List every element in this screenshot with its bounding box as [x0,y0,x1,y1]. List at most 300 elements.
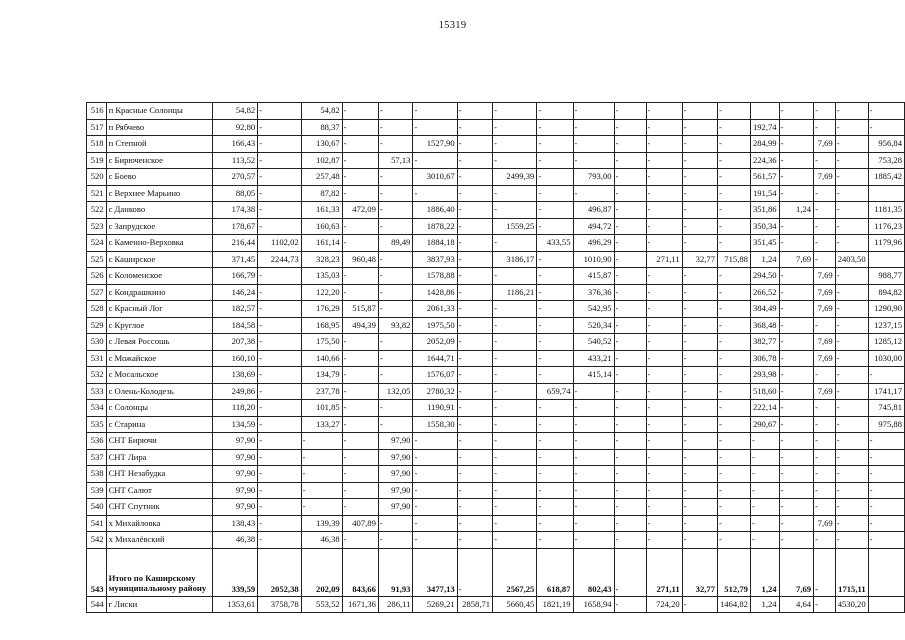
value-cell: - [718,301,751,318]
value-cell: - [835,169,868,186]
value-cell: - [342,400,378,417]
value-cell: 3010,67 [413,169,457,186]
value-cell: - [614,482,646,499]
value-cell: - [537,367,573,384]
value-cell: - [814,218,836,235]
value-cell: - [537,251,573,268]
value-cell: - [614,119,646,136]
value-cell: 1030,00 [868,350,904,367]
value-cell: 339,59 [213,548,258,596]
value-cell: 1,24 [779,202,814,219]
value-cell: - [814,548,836,596]
settlement-name: г Лиски [106,596,213,613]
value-cell [868,596,904,613]
value-cell: - [258,532,301,549]
value-cell: - [573,400,614,417]
settlement-name: х Михайловка [106,515,213,532]
settlement-name: СНТ Бирючи [106,433,213,450]
value-cell: 134,59 [213,416,258,433]
table-row [87,119,905,136]
settlement-name: п Рябчево [106,119,213,136]
value-cell: - [457,202,492,219]
value-cell: 1,24 [750,548,779,596]
value-cell: 32,77 [682,251,717,268]
value-cell: 130,67 [301,136,342,153]
value-cell: 146,24 [213,284,258,301]
value-cell: - [646,449,682,466]
value-cell: - [342,284,378,301]
value-cell: 202,09 [301,548,342,596]
value-cell: - [682,367,717,384]
value-cell: - [646,433,682,450]
value-cell: - [493,334,537,351]
value-cell: - [537,268,573,285]
value-cell: - [718,136,751,153]
row-number: 523 [87,218,107,235]
value-cell: - [614,400,646,417]
value-cell: - [814,317,836,334]
value-cell: - [750,449,779,466]
value-cell: - [258,400,301,417]
value-cell: - [258,152,301,169]
value-cell: - [814,416,836,433]
table-row [87,383,905,400]
value-cell: - [342,268,378,285]
value-cell: - [646,499,682,516]
value-cell: - [814,119,836,136]
table-row [87,284,905,301]
value-cell: - [457,119,492,136]
value-cell: - [682,383,717,400]
value-cell: - [457,301,492,318]
value-cell: - [258,284,301,301]
row-number: 539 [87,482,107,499]
value-cell: 160,63 [301,218,342,235]
value-cell: - [814,202,836,219]
value-cell: - [342,350,378,367]
value-cell: - [258,449,301,466]
value-cell: 328,23 [301,251,342,268]
value-cell: - [814,251,836,268]
value-cell: - [258,268,301,285]
value-cell: - [258,103,301,120]
value-cell: - [301,466,342,483]
value-cell: 266,52 [750,284,779,301]
value-cell: 988,77 [868,268,904,285]
value-cell: 7,69 [814,136,836,153]
value-cell: 2499,39 [493,169,537,186]
settlement-name: СНТ Незабудка [106,466,213,483]
table-row [87,268,905,285]
value-cell: 3186,17 [493,251,537,268]
value-cell: - [835,449,868,466]
value-cell: - [614,301,646,318]
value-cell: 191,54 [750,185,779,202]
value-cell: 1578,88 [413,268,457,285]
value-cell: 113,52 [213,152,258,169]
value-cell: - [537,152,573,169]
value-cell: 97,90 [213,449,258,466]
value-cell: 1885,42 [868,169,904,186]
value-cell: - [457,284,492,301]
value-cell: 1290,90 [868,301,904,318]
value-cell: - [835,185,868,202]
value-cell: - [646,103,682,120]
value-cell: - [835,515,868,532]
settlement-name: с Бирюченское [106,152,213,169]
value-cell: - [342,334,378,351]
value-cell: 496,29 [573,235,614,252]
value-cell: - [342,466,378,483]
value-cell: 176,29 [301,301,342,318]
value-cell: - [614,202,646,219]
value-cell: 956,84 [868,136,904,153]
value-cell: - [457,251,492,268]
settlement-name: с Красный Лог [106,301,213,318]
settlement-name: с Левая Россошь [106,334,213,351]
value-cell: 518,60 [750,383,779,400]
value-cell: - [614,449,646,466]
settlement-name: п Красные Солонцы [106,103,213,120]
value-cell: - [718,466,751,483]
row-number: 534 [87,400,107,417]
value-cell: - [537,433,573,450]
value-cell: - [378,334,413,351]
table-row [87,317,905,334]
value-cell: - [457,103,492,120]
value-cell: 184,58 [213,317,258,334]
value-cell: - [614,334,646,351]
value-cell: 174,38 [213,202,258,219]
value-cell: 384,49 [750,301,779,318]
value-cell: - [342,499,378,516]
table-row [87,515,905,532]
value-cell: - [537,449,573,466]
value-cell: - [457,169,492,186]
value-cell: - [718,185,751,202]
value-cell: - [614,284,646,301]
value-cell: 293,98 [750,367,779,384]
value-cell: 161,33 [301,202,342,219]
value-cell: - [835,152,868,169]
value-cell: 1,24 [750,596,779,613]
value-cell: - [457,466,492,483]
row-number: 541 [87,515,107,532]
value-cell [868,251,904,268]
value-cell: - [342,433,378,450]
value-cell: - [779,152,814,169]
value-cell: 87,82 [301,185,342,202]
value-cell: 472,09 [342,202,378,219]
value-cell: - [614,218,646,235]
value-cell: - [682,268,717,285]
value-cell: 97,90 [378,449,413,466]
value-cell: 745,81 [868,400,904,417]
settlement-name: с Боево [106,169,213,186]
value-cell: - [835,482,868,499]
value-cell: - [682,433,717,450]
value-cell: - [750,433,779,450]
value-cell: 1715,11 [835,548,868,596]
value-cell: - [413,433,457,450]
value-cell: - [573,103,614,120]
value-cell: 161,14 [301,235,342,252]
value-cell: - [682,169,717,186]
value-cell: - [779,185,814,202]
value-cell: 561,57 [750,169,779,186]
value-cell: 1186,21 [493,284,537,301]
value-cell: - [342,416,378,433]
value-cell: 4530,20 [835,596,868,613]
value-cell: 1527,90 [413,136,457,153]
row-number: 529 [87,317,107,334]
value-cell: - [342,136,378,153]
value-cell: 433,55 [537,235,573,252]
value-cell: - [493,202,537,219]
value-cell: - [814,482,836,499]
value-cell: 249,86 [213,383,258,400]
value-cell: - [378,268,413,285]
row-number: 516 [87,103,107,120]
value-cell: - [868,103,904,120]
settlement-name: с Кондрашкино [106,284,213,301]
value-cell: - [682,301,717,318]
value-cell: 1671,36 [342,596,378,613]
table-row [87,218,905,235]
value-cell: - [718,284,751,301]
value-cell: 407,89 [342,515,378,532]
value-cell: - [614,532,646,549]
value-cell: 512,79 [718,548,751,596]
value-cell: - [718,202,751,219]
value-cell: 520,34 [573,317,614,334]
value-cell: 2780,32 [413,383,457,400]
value-cell: - [835,466,868,483]
value-cell: - [457,548,492,596]
value-cell: 2244,73 [258,251,301,268]
value-cell: 168,95 [301,317,342,334]
row-number: 535 [87,416,107,433]
table-row [87,482,905,499]
table-row [87,136,905,153]
value-cell: - [614,433,646,450]
value-cell: - [537,301,573,318]
value-cell: - [258,301,301,318]
value-cell: - [868,466,904,483]
row-number: 522 [87,202,107,219]
value-cell: - [614,185,646,202]
value-cell: - [682,596,717,613]
value-cell: - [413,515,457,532]
row-number: 518 [87,136,107,153]
value-cell: - [779,169,814,186]
value-cell: - [614,268,646,285]
value-cell: - [779,301,814,318]
value-cell: 540,52 [573,334,614,351]
value-cell: 133,27 [301,416,342,433]
table-row [87,185,905,202]
value-cell: - [457,218,492,235]
table-row [87,235,905,252]
value-cell: 140,66 [301,350,342,367]
value-cell: 139,39 [301,515,342,532]
row-number: 520 [87,169,107,186]
value-cell: 7,69 [814,284,836,301]
settlement-name: с Каменно-Верховка [106,235,213,252]
value-cell [868,548,904,596]
value-cell: - [493,515,537,532]
value-cell: - [342,235,378,252]
value-cell: - [378,350,413,367]
value-cell: 368,48 [750,317,779,334]
value-cell: - [573,499,614,516]
row-number: 537 [87,449,107,466]
settlement-name: х Михалёвский [106,532,213,549]
row-number: 544 [87,596,107,613]
value-cell: - [457,317,492,334]
table-row [87,466,905,483]
value-cell: - [537,136,573,153]
value-cell: 7,69 [814,350,836,367]
value-cell: - [646,350,682,367]
value-cell: - [718,416,751,433]
value-cell: - [682,152,717,169]
value-cell: - [573,532,614,549]
value-cell: - [835,301,868,318]
value-cell: - [779,532,814,549]
value-cell: - [413,152,457,169]
value-cell: - [718,350,751,367]
value-cell: - [493,367,537,384]
value-cell: 97,90 [213,482,258,499]
value-cell: - [868,367,904,384]
value-cell: - [258,499,301,516]
value-cell: - [835,383,868,400]
value-cell: - [682,284,717,301]
value-cell: - [614,596,646,613]
table-row [87,433,905,450]
settlement-name: с Запрудское [106,218,213,235]
settlement-name: с Каширское [106,251,213,268]
value-cell: - [457,383,492,400]
value-cell: 975,88 [868,416,904,433]
value-cell: 1102,02 [258,235,301,252]
value-cell: - [378,400,413,417]
value-cell: 1658,94 [573,596,614,613]
value-cell: - [614,136,646,153]
value-cell: - [814,596,836,613]
value-cell: - [779,466,814,483]
value-cell: - [573,449,614,466]
value-cell: - [835,350,868,367]
value-cell: 350,34 [750,218,779,235]
value-cell: - [537,185,573,202]
value-cell: - [718,119,751,136]
value-cell: 46,38 [213,532,258,549]
value-cell: - [779,103,814,120]
value-cell: 286,11 [378,596,413,613]
row-number: 540 [87,499,107,516]
value-cell: - [835,218,868,235]
value-cell: - [814,400,836,417]
value-cell: - [493,350,537,367]
value-cell: - [868,515,904,532]
value-cell: - [682,532,717,549]
value-cell: - [682,235,717,252]
value-cell: - [750,482,779,499]
value-cell: - [646,367,682,384]
table-row [87,548,905,596]
value-cell: - [537,103,573,120]
value-cell: - [537,317,573,334]
value-cell: - [750,466,779,483]
value-cell: 1975,50 [413,317,457,334]
value-cell: 207,38 [213,334,258,351]
value-cell: 7,69 [814,334,836,351]
value-cell: 97,90 [213,433,258,450]
value-cell: - [646,119,682,136]
value-cell [868,185,904,202]
value-cell: - [457,433,492,450]
value-cell: - [614,103,646,120]
value-cell: 32,77 [682,548,717,596]
value-cell: 802,43 [573,548,614,596]
value-cell: 132,05 [378,383,413,400]
value-cell: 351,86 [750,202,779,219]
value-cell: - [378,367,413,384]
value-cell: 222,14 [750,400,779,417]
value-cell: - [537,499,573,516]
value-cell: - [378,136,413,153]
value-cell: - [835,416,868,433]
value-cell: 7,69 [814,268,836,285]
value-cell: 2403,50 [835,251,868,268]
value-cell: 182,57 [213,301,258,318]
value-cell: - [614,499,646,516]
value-cell: - [779,482,814,499]
value-cell: - [342,185,378,202]
value-cell: 166,43 [213,136,258,153]
value-cell: - [258,367,301,384]
value-cell: - [779,350,814,367]
value-cell: - [814,499,836,516]
value-cell: - [258,119,301,136]
table-row [87,251,905,268]
settlement-name: с Солонцы [106,400,213,417]
value-cell: - [646,532,682,549]
value-cell: - [614,317,646,334]
table-row [87,449,905,466]
value-cell: 894,82 [868,284,904,301]
value-cell: - [258,218,301,235]
value-cell: - [682,317,717,334]
value-cell: 271,11 [646,251,682,268]
settlement-name: с Мосальское [106,367,213,384]
value-cell: - [301,482,342,499]
value-cell: 46,38 [301,532,342,549]
value-cell: - [537,482,573,499]
value-cell: - [258,185,301,202]
value-cell: - [573,119,614,136]
value-cell: - [835,268,868,285]
value-cell: - [457,416,492,433]
value-cell: 135,03 [301,268,342,285]
value-cell: 257,48 [301,169,342,186]
value-cell: - [573,152,614,169]
value-cell: - [646,136,682,153]
value-cell: - [682,466,717,483]
value-cell: - [835,136,868,153]
